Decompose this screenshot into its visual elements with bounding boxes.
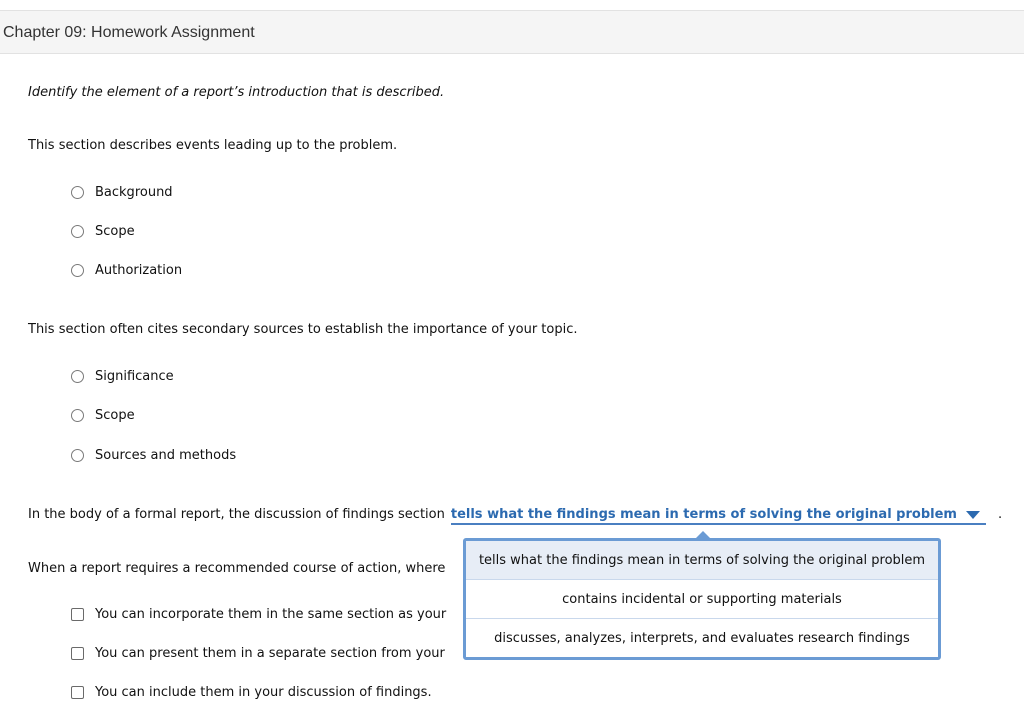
question-3-row xyxy=(28,507,1002,527)
question-2-prompt: This section often cites secondary sources to establish the importance of your topic. xyxy=(28,322,578,337)
q1-option-background[interactable] xyxy=(71,183,173,201)
option-label: Significance xyxy=(95,368,174,384)
q4-option-same-section[interactable] xyxy=(71,605,446,623)
dropdown-option-3[interactable]: discusses, analyzes, interprets, and evaluates research findings xyxy=(494,631,910,646)
q4-option-discussion[interactable] xyxy=(71,683,432,701)
radio-button[interactable] xyxy=(71,370,84,383)
option-label: Scope xyxy=(95,407,135,423)
q2-option-sources-and-methods[interactable] xyxy=(71,446,236,464)
checkbox[interactable] xyxy=(71,647,84,660)
option-label: Scope xyxy=(95,223,135,239)
answer-dropdown[interactable] xyxy=(451,507,986,525)
q4-option-separate-section[interactable] xyxy=(71,644,445,662)
caret-down-icon xyxy=(966,511,980,519)
dropdown-option-2[interactable]: contains incidental or supporting materials xyxy=(466,580,938,619)
radio-button[interactable] xyxy=(71,186,84,199)
q1-option-authorization[interactable] xyxy=(71,261,182,279)
dropdown-option-1[interactable]: tells what the findings mean in terms of solving the original problem xyxy=(466,541,938,580)
question-3-prefix: In the body of a formal report, the discussion of findings section xyxy=(28,507,445,522)
question-1-prompt: This section describes events leading up to the problem. xyxy=(28,138,398,153)
option-label: You can incorporate them in the same section as your xyxy=(95,606,447,622)
q2-option-significance[interactable] xyxy=(71,367,174,385)
checkbox[interactable] xyxy=(71,686,84,699)
q1-option-scope[interactable] xyxy=(71,222,135,240)
page-title: Chapter 09: Homework Assignment xyxy=(3,24,255,41)
option-label: You can present them in a separate section from your xyxy=(95,645,445,661)
question-4-prompt: When a report requires a recommended course of action, where xyxy=(28,561,446,576)
question-3-suffix: . xyxy=(997,507,1003,522)
dropdown-selected-value: tells what the findings mean in terms of solving the original problem xyxy=(450,507,957,522)
dropdown-options-list xyxy=(463,538,941,660)
page-header xyxy=(0,10,1024,54)
instruction-text: Identify the element of a report’s introduction that is described. xyxy=(28,85,445,100)
radio-button[interactable] xyxy=(71,449,84,462)
option-label: Authorization xyxy=(95,262,183,278)
option-label: Background xyxy=(95,184,173,200)
q2-option-scope[interactable] xyxy=(71,406,135,424)
radio-button[interactable] xyxy=(71,225,84,238)
option-label: You can include them in your discussion of findings. xyxy=(95,684,432,700)
radio-button[interactable] xyxy=(71,264,84,277)
option-label: Sources and methods xyxy=(95,447,237,463)
dropdown-pointer xyxy=(695,531,711,539)
radio-button[interactable] xyxy=(71,409,84,422)
checkbox[interactable] xyxy=(71,608,84,621)
